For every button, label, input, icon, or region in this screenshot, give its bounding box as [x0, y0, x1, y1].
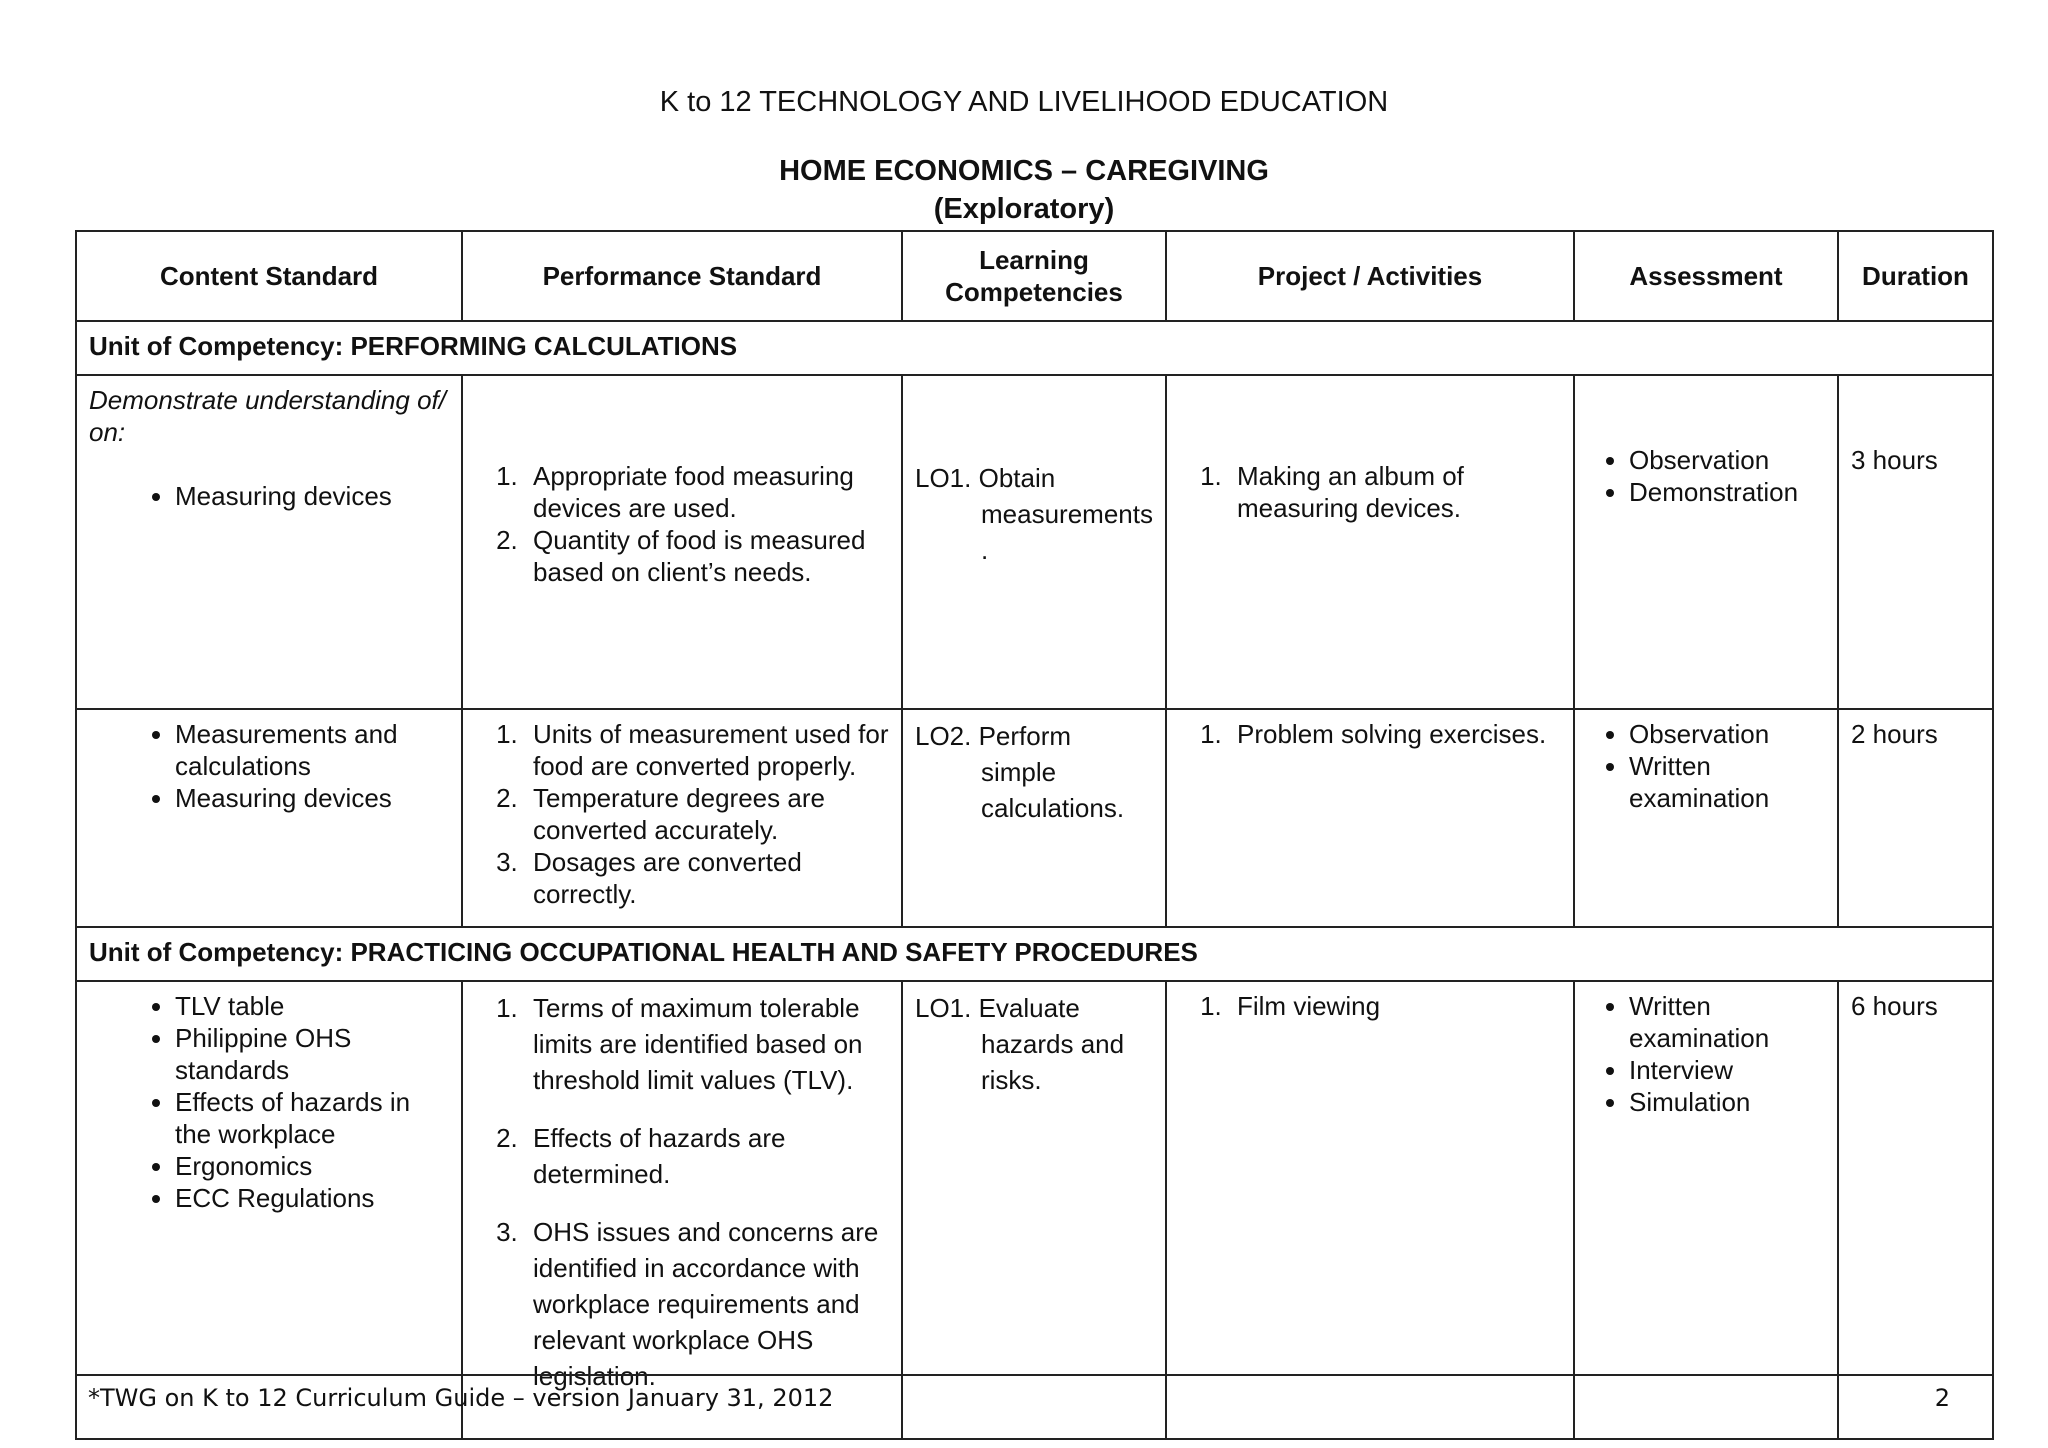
- assessment-list: [1587, 444, 1825, 508]
- col-header-content: Content Standard: [76, 231, 462, 321]
- list-item: • ECC Regulations: [175, 1182, 449, 1214]
- list-item: • Observation: [1629, 444, 1825, 476]
- performance-list: [475, 718, 889, 910]
- list-item: • TLV table: [175, 990, 449, 1022]
- subject-title: [0, 152, 2048, 228]
- list-item: 2. Effects of hazards are determined.: [525, 1120, 889, 1192]
- col-header-duration: Duration: [1838, 231, 1993, 321]
- page-number: 2: [1934, 1384, 1950, 1412]
- list-item: • Written examination: [1629, 750, 1825, 814]
- subject-name: HOME ECONOMICS – CAREGIVING: [779, 155, 1269, 187]
- table-row: [76, 981, 1993, 1439]
- list-item: • Demonstration: [1629, 476, 1825, 508]
- competency-text: LO2. Perform simple calculations.: [915, 721, 1125, 823]
- activities-cell: [1166, 709, 1574, 927]
- list-item: • Effects of hazards in the workplace: [175, 1086, 449, 1150]
- col-header-activities: Project / Activities: [1166, 231, 1574, 321]
- competency-cell: [902, 709, 1166, 927]
- subject-level: (Exploratory): [933, 193, 1115, 225]
- duration-cell: 3 hours: [1838, 375, 1993, 709]
- list-item: 3. Dosages are converted correctly.: [525, 846, 889, 910]
- activities-cell: [1166, 375, 1574, 709]
- document-title: K to 12 TECHNOLOGY AND LIVELIHOOD EDUCATION: [659, 86, 1389, 118]
- competency-text: LO1. Obtain measurements .: [915, 463, 1153, 565]
- activities-cell: [1166, 981, 1574, 1439]
- assessment-list: [1587, 718, 1825, 814]
- activities-list: [1179, 718, 1561, 750]
- unit-label: Unit of Competency: PRACTICING OCCUPATIONAL HEALTH AND SAFETY PROCEDURES: [76, 927, 1993, 981]
- list-item: 2. Quantity of food is measured based on client’s needs.: [525, 524, 889, 588]
- list-item: • Philippine OHS standards: [175, 1022, 449, 1086]
- activities-list: [1179, 990, 1561, 1022]
- list-item: • Simulation: [1629, 1086, 1825, 1118]
- assessment-cell: [1574, 981, 1838, 1439]
- competency-text: LO1. Evaluate hazards and risks.: [915, 993, 1125, 1095]
- footer-text: *TWG on K to 12 Curriculum Guide – version January 31, 2012: [88, 1384, 834, 1412]
- content-list: [89, 480, 449, 512]
- col-header-performance: Performance Standard: [462, 231, 902, 321]
- performance-list: [475, 460, 889, 588]
- unit-row: [76, 927, 1993, 981]
- performance-cell: [462, 375, 902, 709]
- list-item: 1. Problem solving exercises.: [1229, 718, 1561, 750]
- list-item: • Written examination: [1629, 990, 1825, 1054]
- assessment-cell: [1574, 709, 1838, 927]
- footer-divider: [75, 1374, 1992, 1376]
- performance-cell: [462, 981, 902, 1439]
- list-item: 1. Terms of maximum tolerable limits are identified based on threshold limit values (TLV).: [525, 990, 889, 1098]
- list-item: • Measuring devices: [175, 480, 449, 512]
- unit-row: [76, 321, 1993, 375]
- competency-cell: [902, 375, 1166, 709]
- list-item: 1. Appropriate food measuring devices are used.: [525, 460, 889, 524]
- duration-cell: 6 hours: [1838, 981, 1993, 1439]
- list-item: • Measurements and calculations: [175, 718, 449, 782]
- performance-list: [475, 990, 889, 1394]
- header-row: [76, 231, 1993, 321]
- competency-cell: [902, 981, 1166, 1439]
- content-cell: [76, 981, 462, 1439]
- curriculum-table: [75, 230, 1994, 1440]
- col-header-competencies: Learning Competencies: [902, 231, 1166, 321]
- content-list: [89, 718, 449, 814]
- content-list: [89, 990, 449, 1214]
- performance-cell: [462, 709, 902, 927]
- assessment-cell: [1574, 375, 1838, 709]
- list-item: 3. OHS issues and concerns are identified in accordance with workplace requirements and relevant workplace OHS legislation.: [525, 1214, 889, 1394]
- duration-cell: 2 hours: [1838, 709, 1993, 927]
- assessment-list: [1587, 990, 1825, 1118]
- list-item: • Observation: [1629, 718, 1825, 750]
- content-cell: [76, 709, 462, 927]
- list-item: • Measuring devices: [175, 782, 449, 814]
- list-item: 2. Temperature degrees are converted accurately.: [525, 782, 889, 846]
- list-item: • Interview: [1629, 1054, 1825, 1086]
- table-row: [76, 709, 1993, 927]
- list-item: 1. Film viewing: [1229, 990, 1561, 1022]
- table-row: [76, 375, 1993, 709]
- list-item: 1. Units of measurement used for food are converted properly.: [525, 718, 889, 782]
- intro-text: Demonstrate understanding of/ on:: [89, 385, 446, 447]
- unit-label: Unit of Competency: PERFORMING CALCULATIONS: [76, 321, 1993, 375]
- activities-list: [1179, 460, 1561, 524]
- list-item: 1. Making an album of measuring devices.: [1229, 460, 1561, 524]
- content-cell: [76, 375, 462, 709]
- list-item: • Ergonomics: [175, 1150, 449, 1182]
- col-header-assessment: Assessment: [1574, 231, 1838, 321]
